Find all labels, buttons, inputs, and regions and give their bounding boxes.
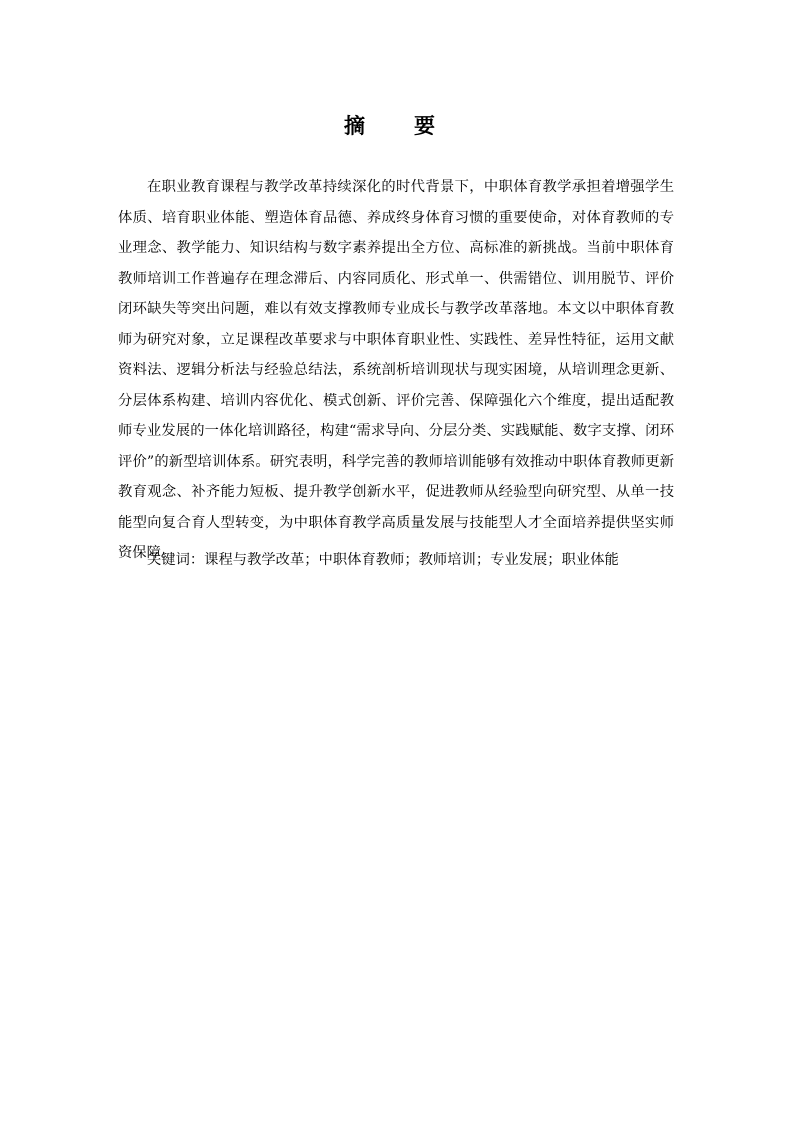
abstract-body: 在职业教育课程与教学改革持续深化的时代背景下，中职体育教学承担着增强学生体质、培育职业体能、塑造体育品德、养成终身体育习惯的重要使命，对体育教师的专业理念、教学能力、知识结构与数字素养提出全方位、高标准的新挑战。当前中职体育教师培训工作普遍存在理念滞后、内容同质化、形式单一、供需错位、训用脱节、评价闭环缺失等突出问题，难以有效支撑教师专业成长与教学改革落地。本文以中职体育教师为研究对象，立足课程改革要求与中职体育职业性、实践性、差异性特征，运用文献资料法、逻辑分析法与经验总结法，系统剖析培训现状与现实困境，从培训理念更新、分层体系构建、培训内容优化、模式创新、评价完善、保障强化六个维度，提出适配教师专业发展的一体化培训路径，构建“需求导向、分层分类、实践赋能、数字支撑、闭环评价”的新型培训体系。研究表明，科学完善的教师培训能够有效推动中职体育教师更新教育观念、补齐能力短板、提升教学创新水平，促进教师从经验型向研究型、从单一技能型向复合育人型转变，为中职体育教学高质量发展与技能型人才全面培养提供坚实师资保障。 [118,179,674,561]
keywords-line: 关键词：课程与教学改革；中职体育教师；教师培训；专业发展；职业体能 [147,552,619,568]
abstract-heading: 摘 要 [344,113,449,138]
